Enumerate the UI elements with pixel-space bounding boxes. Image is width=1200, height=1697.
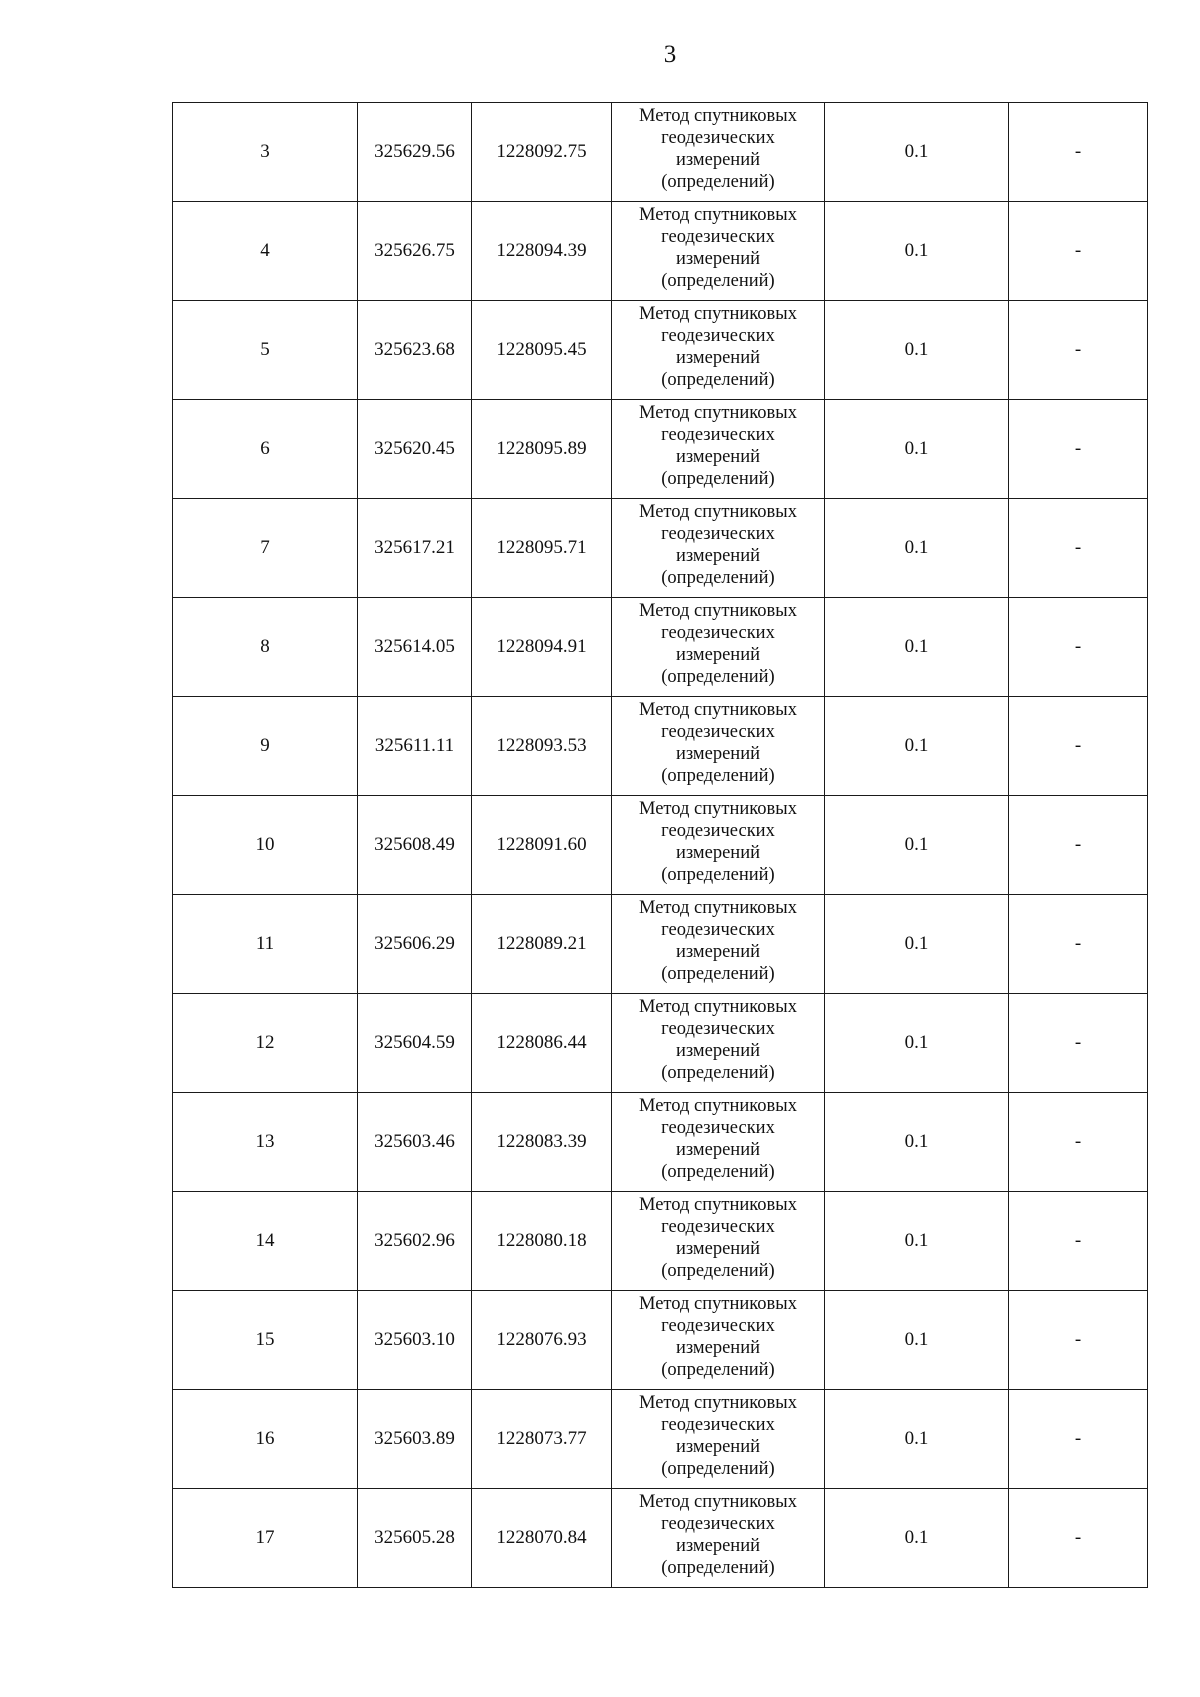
method-cell — [612, 301, 825, 400]
y-coordinate-cell: 1228080.18 — [472, 1192, 612, 1291]
method-cell — [612, 1291, 825, 1390]
y-coordinate-cell: 1228093.53 — [472, 697, 612, 796]
method-text-line: Метод спутниковых — [639, 106, 797, 126]
point-number-cell: 4 — [173, 202, 358, 301]
method-text-line: (определений) — [661, 172, 775, 192]
method-text-line: измерений — [675, 1140, 761, 1160]
method-text-line: измерений — [675, 150, 761, 170]
x-coordinate-cell: 325623.68 — [358, 301, 472, 400]
accuracy-cell: 0.1 — [825, 1192, 1009, 1291]
method-text-line: геодезических — [661, 1118, 775, 1138]
point-number-cell: 5 — [173, 301, 358, 400]
point-number-cell: 6 — [173, 400, 358, 499]
point-number-cell: 10 — [173, 796, 358, 895]
note-cell: - — [1009, 895, 1148, 994]
method-cell — [612, 202, 825, 301]
method-text-line: геодезических — [661, 1514, 775, 1534]
y-coordinate-cell: 1228095.89 — [472, 400, 612, 499]
x-coordinate-cell: 325629.56 — [358, 103, 472, 202]
y-coordinate-cell: 1228092.75 — [472, 103, 612, 202]
accuracy-cell: 0.1 — [825, 1093, 1009, 1192]
method-text-line: измерений — [675, 348, 761, 368]
point-number-cell: 15 — [173, 1291, 358, 1390]
y-coordinate-cell: 1228083.39 — [472, 1093, 612, 1192]
y-coordinate-cell: 1228094.39 — [472, 202, 612, 301]
method-text-line: (определений) — [661, 964, 775, 984]
x-coordinate-cell: 325602.96 — [358, 1192, 472, 1291]
table-row — [173, 202, 1148, 301]
method-cell — [612, 697, 825, 796]
accuracy-cell: 0.1 — [825, 598, 1009, 697]
method-text-line: измерений — [675, 447, 761, 467]
method-text-line: (определений) — [661, 1360, 775, 1380]
method-text-line: Метод спутниковых — [639, 1096, 797, 1116]
table-row — [173, 895, 1148, 994]
note-cell: - — [1009, 400, 1148, 499]
point-number-cell: 8 — [173, 598, 358, 697]
table-row — [173, 796, 1148, 895]
method-cell — [612, 598, 825, 697]
method-text-line: (определений) — [661, 1162, 775, 1182]
y-coordinate-cell: 1228095.71 — [472, 499, 612, 598]
table-row — [173, 103, 1148, 202]
table-row — [173, 1192, 1148, 1291]
x-coordinate-cell: 325604.59 — [358, 994, 472, 1093]
x-coordinate-cell: 325617.21 — [358, 499, 472, 598]
method-text-line: геодезических — [661, 821, 775, 841]
page-number: 3 — [663, 41, 677, 68]
note-cell: - — [1009, 301, 1148, 400]
method-text-line: измерений — [675, 1239, 761, 1259]
note-cell: - — [1009, 1489, 1148, 1588]
method-text-line: Метод спутниковых — [639, 799, 797, 819]
method-text-line: геодезических — [661, 524, 775, 544]
note-cell: - — [1009, 499, 1148, 598]
method-text-line: геодезических — [661, 425, 775, 445]
method-text-line: измерений — [675, 1041, 761, 1061]
y-coordinate-cell: 1228091.60 — [472, 796, 612, 895]
method-text-line: (определений) — [661, 1459, 775, 1479]
accuracy-cell: 0.1 — [825, 1489, 1009, 1588]
method-text-line: (определений) — [661, 1558, 775, 1578]
method-cell — [612, 1093, 825, 1192]
coordinates-table-body — [173, 103, 1148, 1588]
method-text-line: геодезических — [661, 1019, 775, 1039]
note-cell: - — [1009, 994, 1148, 1093]
y-coordinate-cell: 1228073.77 — [472, 1390, 612, 1489]
table-row — [173, 1291, 1148, 1390]
accuracy-cell: 0.1 — [825, 895, 1009, 994]
x-coordinate-cell: 325603.46 — [358, 1093, 472, 1192]
method-text-line: геодезических — [661, 920, 775, 940]
method-text-line: Метод спутниковых — [639, 1294, 797, 1314]
x-coordinate-cell: 325620.45 — [358, 400, 472, 499]
method-text-line: Метод спутниковых — [639, 403, 797, 423]
table-row — [173, 301, 1148, 400]
table-row — [173, 598, 1148, 697]
method-cell — [612, 796, 825, 895]
method-text-line: Метод спутниковых — [639, 304, 797, 324]
y-coordinate-cell: 1228089.21 — [472, 895, 612, 994]
x-coordinate-cell: 325603.89 — [358, 1390, 472, 1489]
point-number-cell: 9 — [173, 697, 358, 796]
method-text-line: измерений — [675, 546, 761, 566]
accuracy-cell: 0.1 — [825, 400, 1009, 499]
method-text-line: Метод спутниковых — [639, 898, 797, 918]
method-text-line: Метод спутниковых — [639, 1195, 797, 1215]
table-row — [173, 1390, 1148, 1489]
note-cell: - — [1009, 1192, 1148, 1291]
method-text-line: измерений — [675, 1338, 761, 1358]
note-cell: - — [1009, 1093, 1148, 1192]
accuracy-cell: 0.1 — [825, 202, 1009, 301]
method-cell — [612, 1390, 825, 1489]
method-text-line: (определений) — [661, 271, 775, 291]
method-text-line: измерений — [675, 744, 761, 764]
method-cell — [612, 1489, 825, 1588]
x-coordinate-cell: 325606.29 — [358, 895, 472, 994]
table-row — [173, 994, 1148, 1093]
note-cell: - — [1009, 697, 1148, 796]
method-cell — [612, 895, 825, 994]
method-text-line: Метод спутниковых — [639, 997, 797, 1017]
accuracy-cell: 0.1 — [825, 994, 1009, 1093]
note-cell: - — [1009, 796, 1148, 895]
accuracy-cell: 0.1 — [825, 301, 1009, 400]
method-cell — [612, 1192, 825, 1291]
point-number-cell: 11 — [173, 895, 358, 994]
method-text-line: (определений) — [661, 865, 775, 885]
y-coordinate-cell: 1228070.84 — [472, 1489, 612, 1588]
method-cell — [612, 400, 825, 499]
method-text-line: (определений) — [661, 667, 775, 687]
note-cell: - — [1009, 1291, 1148, 1390]
accuracy-cell: 0.1 — [825, 1291, 1009, 1390]
method-text-line: геодезических — [661, 128, 775, 148]
accuracy-cell: 0.1 — [825, 103, 1009, 202]
method-cell — [612, 499, 825, 598]
y-coordinate-cell: 1228095.45 — [472, 301, 612, 400]
method-text-line: (определений) — [661, 469, 775, 489]
method-text-line: геодезических — [661, 227, 775, 247]
method-text-line: геодезических — [661, 1217, 775, 1237]
method-text-line: измерений — [675, 1437, 761, 1457]
point-number-cell: 17 — [173, 1489, 358, 1588]
method-text-line: геодезических — [661, 722, 775, 742]
table-row — [173, 697, 1148, 796]
x-coordinate-cell: 325614.05 — [358, 598, 472, 697]
method-cell — [612, 994, 825, 1093]
note-cell: - — [1009, 1390, 1148, 1489]
method-text-line: измерений — [675, 942, 761, 962]
method-text-line: геодезических — [661, 623, 775, 643]
table-row — [173, 400, 1148, 499]
method-text-line: Метод спутниковых — [639, 502, 797, 522]
x-coordinate-cell: 325608.49 — [358, 796, 472, 895]
point-number-cell: 3 — [173, 103, 358, 202]
method-text-line: (определений) — [661, 1063, 775, 1083]
x-coordinate-cell: 325626.75 — [358, 202, 472, 301]
y-coordinate-cell: 1228094.91 — [472, 598, 612, 697]
method-text-line: геодезических — [661, 326, 775, 346]
method-text-line: измерений — [675, 1536, 761, 1556]
point-number-cell: 7 — [173, 499, 358, 598]
method-text-line: Метод спутниковых — [639, 700, 797, 720]
method-text-line: (определений) — [661, 568, 775, 588]
x-coordinate-cell: 325603.10 — [358, 1291, 472, 1390]
method-text-line: Метод спутниковых — [639, 205, 797, 225]
method-cell — [612, 103, 825, 202]
point-number-cell: 14 — [173, 1192, 358, 1291]
method-text-line: геодезических — [661, 1415, 775, 1435]
method-text-line: геодезических — [661, 1316, 775, 1336]
method-text-line: измерений — [675, 843, 761, 863]
point-number-cell: 16 — [173, 1390, 358, 1489]
accuracy-cell: 0.1 — [825, 499, 1009, 598]
method-text-line: Метод спутниковых — [639, 1393, 797, 1413]
table-row — [173, 499, 1148, 598]
note-cell: - — [1009, 202, 1148, 301]
method-text-line: измерений — [675, 645, 761, 665]
table-row — [173, 1093, 1148, 1192]
method-text-line: измерений — [675, 249, 761, 269]
method-text-line: Метод спутниковых — [639, 601, 797, 621]
accuracy-cell: 0.1 — [825, 697, 1009, 796]
method-text-line: Метод спутниковых — [639, 1492, 797, 1512]
point-number-cell: 12 — [173, 994, 358, 1093]
method-text-line: (определений) — [661, 370, 775, 390]
x-coordinate-cell: 325605.28 — [358, 1489, 472, 1588]
x-coordinate-cell: 325611.11 — [358, 697, 472, 796]
accuracy-cell: 0.1 — [825, 1390, 1009, 1489]
accuracy-cell: 0.1 — [825, 796, 1009, 895]
y-coordinate-cell: 1228076.93 — [472, 1291, 612, 1390]
y-coordinate-cell: 1228086.44 — [472, 994, 612, 1093]
note-cell: - — [1009, 103, 1148, 202]
method-text-line: (определений) — [661, 1261, 775, 1281]
table-row — [173, 1489, 1148, 1588]
coordinates-table — [172, 102, 1148, 1588]
note-cell: - — [1009, 598, 1148, 697]
method-text-line: (определений) — [661, 766, 775, 786]
point-number-cell: 13 — [173, 1093, 358, 1192]
